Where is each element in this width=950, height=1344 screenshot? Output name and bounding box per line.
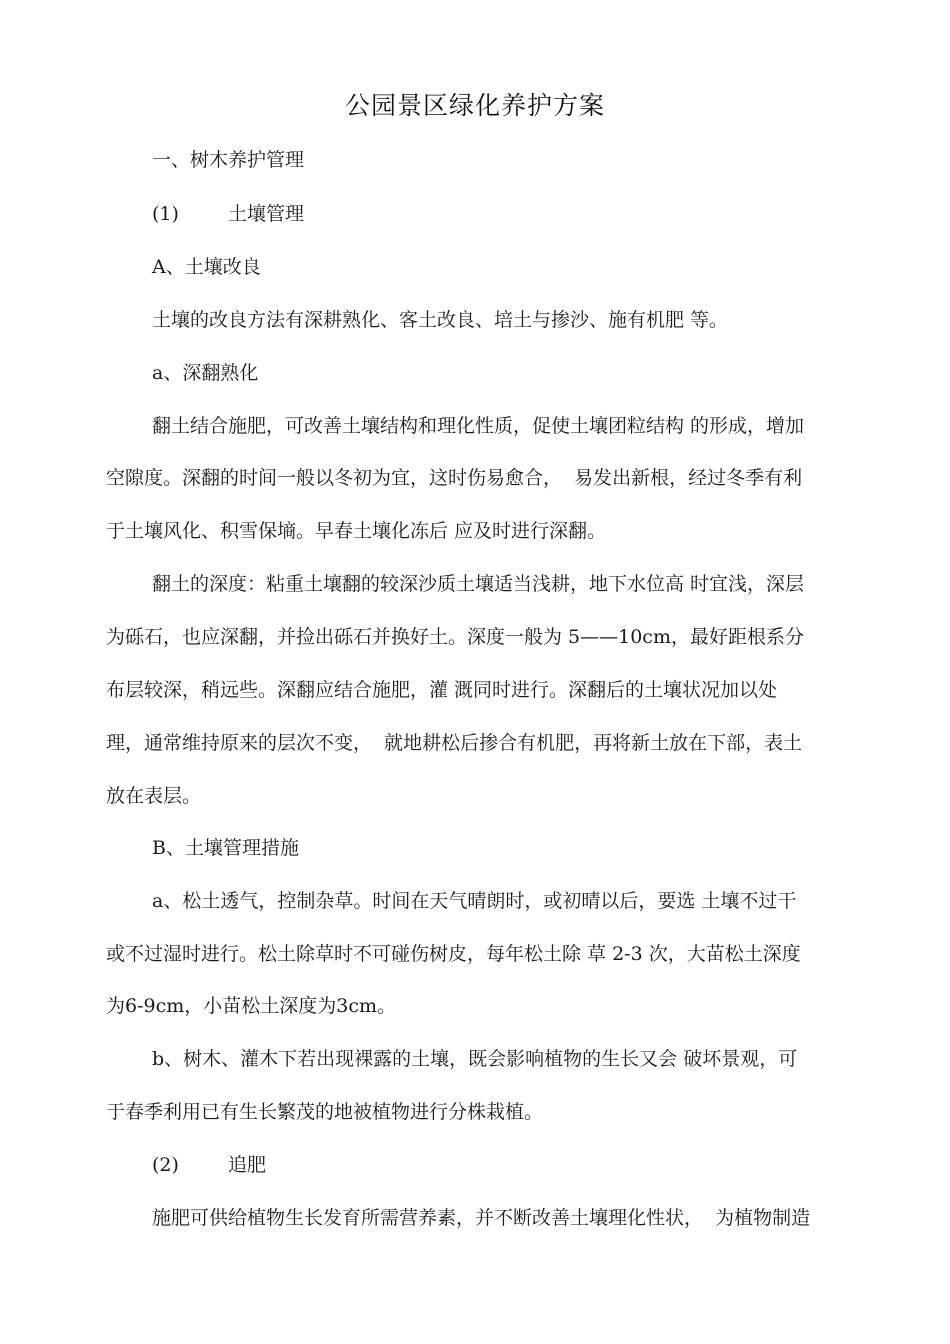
heading-soil-improvement: A、土壤改良 <box>152 256 261 278</box>
paragraph-line: 或不过湿时进行。松土除草时不可碰伤树皮，每年松土除 草 2-3 次，大苗松土深度 <box>106 943 801 965</box>
paragraph-line: a、松土透气，控制杂草。时间在天气晴朗时，或初晴以后，要选 土壤不过干 <box>152 890 797 912</box>
paragraph-line: 布层较深，稍远些。深翻应结合施肥，灌 溉同时进行。深翻后的土壤状况加以处 <box>106 679 778 701</box>
paragraph-line: 放在表层。 <box>106 785 202 807</box>
subsection-label: 土壤管理 <box>228 203 305 225</box>
paragraph-line: 于土壤风化、积雪保墒。早春土壤化冻后 应及时进行深翻。 <box>106 520 607 542</box>
subsection-number: (2) <box>152 1154 179 1176</box>
paragraph-line: 施肥可供给植物生长发育所需营养素，并不断改善土壤理化性状， 为植物制造 <box>152 1207 811 1229</box>
paragraph-line: 为6-9cm，小苗松土深度为3cm。 <box>106 995 397 1017</box>
paragraph-line: b、树木、灌木下若出现裸露的土壤，既会影响植物的生长又会 破坏景观，可 <box>152 1048 798 1070</box>
paragraph-line: 为砾石，也应深翻，并捡出砾石并换好土。深度一般为 5——10cm，最好距根系分 <box>106 626 804 648</box>
section-heading-tree-maintenance: 一、树木养护管理 <box>152 149 305 171</box>
subsection-heading-topdressing <box>152 1150 266 1180</box>
subsection-label: 追肥 <box>228 1154 267 1176</box>
paragraph-line: 空隙度。深翻的时间一般以冬初为宜，这时伤易愈合， 易发出新根，经过冬季有利 <box>106 467 803 489</box>
paragraph-line: 于春季利用已有生长繁茂的地被植物进行分株栽植。 <box>106 1101 544 1123</box>
document-title: 公园景区绿化养护方案 <box>344 91 605 120</box>
heading-soil-management-measures: B、土壤管理措施 <box>152 837 299 859</box>
subsection-number: (1) <box>152 203 179 225</box>
subsection-heading-soil-management <box>152 199 304 229</box>
heading-deep-ploughing: a、深翻熟化 <box>152 362 259 384</box>
paragraph-line: 翻土结合施肥，可改善土壤结构和理化性质，促使土壤团粒结构 的形成，增加 <box>152 415 805 437</box>
paragraph-line: 理，通常维持原来的层次不变， 就地耕松后掺合有机肥，再将新土放在下部，表土 <box>106 732 803 754</box>
paragraph-soil-improvement-methods: 土壤的改良方法有深耕熟化、客土改良、培土与掺沙、施有机肥 等。 <box>152 309 729 331</box>
paragraph-line: 翻土的深度：粘重土壤翻的较深沙质土壤适当浅耕，地下水位高 时宜浅，深层 <box>152 573 805 595</box>
